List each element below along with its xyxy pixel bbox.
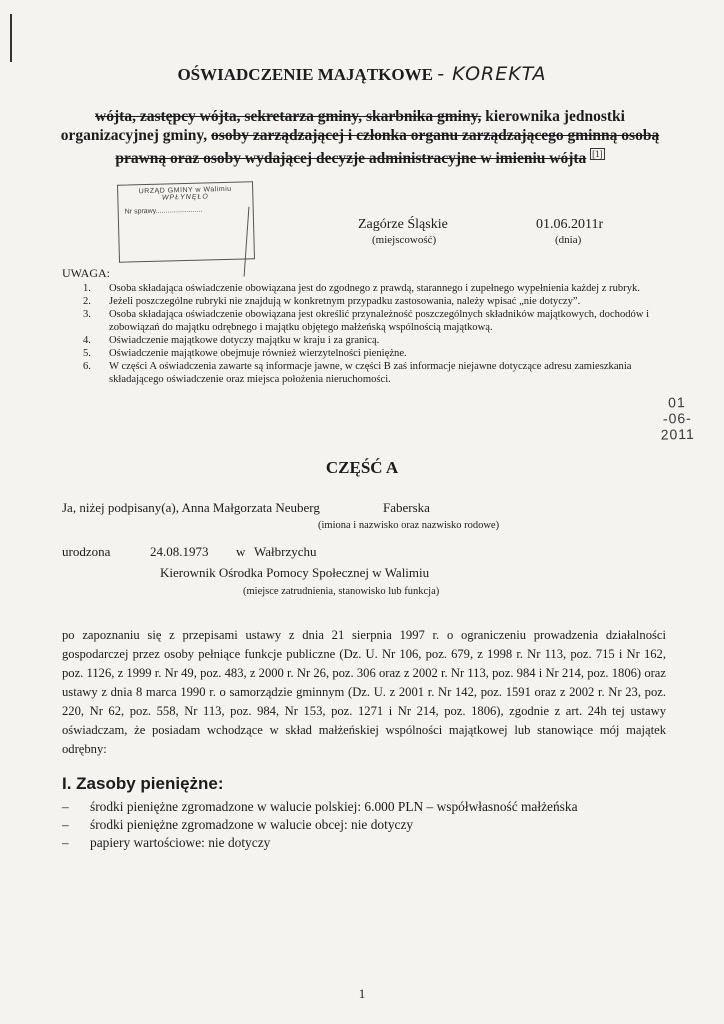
note-item: 6. W części A oświadczenia zawarte są informacje jawne, w części B zaś informacje niejawne dotyczące adresu zamieszkania składającego oświadczenie oraz miejsca położenia nieruchomości. <box>83 361 632 385</box>
note-item: 4. Oświadczenie majątkowe dotyczy majątku w kraju i za granicą. <box>83 335 380 346</box>
declarant-line <box>62 500 320 516</box>
notes-list <box>83 282 663 386</box>
note-item: 3. Osoba składająca oświadczenie obowiązana jest określić przynależność poszczególnych składników majątkowych, dochodów i zobowiązań do majątku odrębnego i majątku objętego małżeńską wspólnością majątkową. <box>83 309 650 333</box>
born-place: Wałbrzychu <box>254 544 317 559</box>
note-item: 1. Osoba składająca oświadczenie obowiązana jest do zgodnego z prawdą, starannego i zupełnego wypełnienia każdej z rubryk. <box>83 283 640 294</box>
stamp-date: 01 -06- 2011 <box>660 393 696 443</box>
page-number: 1 <box>358 986 366 1001</box>
employment: Kierownik Ośrodka Pomocy Społecznej w Walimiu <box>160 565 430 580</box>
employment-caption: (miejsce zatrudnienia, stanowisko lub funkcja) <box>243 586 440 597</box>
cash-items-list <box>62 798 578 852</box>
list-item: – środki pieniężne zgromadzone w walucie obcej: nie dotyczy <box>62 817 414 832</box>
struck-roles-1: wójta, zastępcy wójta, sekretarza gminy, skarbnika gminy, <box>95 108 482 125</box>
part-a-heading: CZĘŚĆ A <box>325 458 399 477</box>
handwritten-correction: - KOREKTA <box>437 63 547 85</box>
declaration-paragraph: po zapoznaniu się z przepisami ustawy z dnia 21 sierpnia 1997 r. o ograniczeniu prowadzenia działalności gospodarczej przez osoby pełniące funkcje publiczne (Dz. U. Nr 106, poz. 679, z 1998 r. Nr 113, poz. 715 i Nr 162, poz. 1126, z 1999 r. Nr 49, poz. 483, z 2000 r. Nr 26, poz. 306 oraz z 2002 r. Nr 113, poz. 984 i Nr 214, poz. 1806) oraz ustawy z dnia 8 marca 1990 r. o samorządzie gminnym (Dz. U. z 2001 r. Nr 142, poz. 1591 oraz z 2002 r. Nr 23, poz. 220, Nr 62, poz. 558, Nr 113, poz. 984, Nr 153, poz. 1271 i Nr 214, poz. 1806), zgodnie z art. 24h tej ustawy oświadczam, że posiadam wchodzące w skład małżeńskiej wspólności majątkowej lub stanowiące mój majątek odrębny: <box>62 628 666 756</box>
list-item: – papiery wartościowe: nie dotyczy <box>62 835 271 850</box>
date-value: 01.06.2011r <box>536 217 604 232</box>
document-title <box>0 63 724 85</box>
declarant-prefix: Ja, niżej podpisany(a), <box>62 500 179 515</box>
place-caption: (miejscowość) <box>372 234 437 246</box>
section-cash-heading: I. Zasoby pieniężne: <box>62 774 224 793</box>
scan-edge-mark <box>10 14 12 62</box>
stamp-office: URZĄD GMINY w Walimiu <box>138 185 232 196</box>
note-item: 5. Oświadczenie majątkowe obejmuje również wierzytelności pieniężne. <box>83 348 407 359</box>
title-text: OŚWIADCZENIE MAJĄTKOWE <box>177 65 433 84</box>
roles-heading <box>50 107 670 168</box>
stamp-received: WPŁYNĘŁO <box>161 193 209 202</box>
born-date: 24.08.1973 <box>150 544 209 559</box>
name-caption: (imiona i nazwisko oraz nazwisko rodowe) <box>318 520 500 531</box>
list-item: – środki pieniężne zgromadzone w walucie polskiej: 6.000 PLN – współwłasność małżeńska <box>62 799 578 814</box>
notes-label: UWAGA: <box>62 266 110 280</box>
note-item: 2. Jeżeli poszczególne rubryki nie znajdują w konkretnym przypadku zastosowania, należy wpisać „nie dotyczy”. <box>83 296 581 307</box>
date-caption: (dnia) <box>555 234 582 246</box>
footnote-ref: [1] <box>592 149 603 159</box>
declarant-maiden-name: Faberska <box>383 500 430 515</box>
struck-roles-2: osoby zarządzającej i członka organu zarządzającego gminną osobą prawną oraz osoby wydającej decyzje administracyjne w imieniu wójta <box>115 127 660 168</box>
declarant-name: Anna Małgorzata Neuberg <box>181 500 320 515</box>
born-w: w <box>236 544 246 559</box>
stamp-case-number: Nr sprawy........................ <box>124 206 203 216</box>
place-value: Zagórze Śląskie <box>358 217 448 232</box>
born-label: urodzona <box>62 544 111 559</box>
kept-role: kierownika jednostki organizacyjnej gminy, <box>60 108 625 144</box>
